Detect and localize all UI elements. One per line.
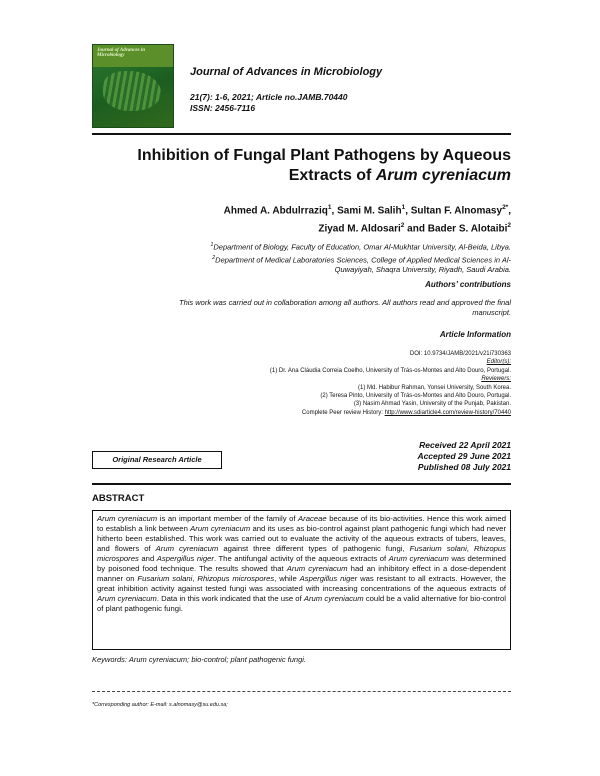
abstract-italic-term: Fusarium solani [137,574,193,583]
abstract-italic-term: Arum cyreniacum [97,594,157,603]
abstract-segment: . The antifungal activity of the aqueous extracts of [213,554,389,563]
abstract-heading: ABSTRACT [92,493,145,504]
abstract-italic-term: Arum cyreniacum [286,564,348,573]
abstract-italic-term: Arum cyreniacum [190,524,251,533]
issue-info: 21(7): 1-6, 2021; Article no.JAMB.70440 [190,92,348,102]
editor-1: (1) Dr. Ana Cláudia Correia Coelho, University of Trás-os-Montes and Alto Douro, Portugal. [269,367,511,374]
abstract-italic-term: Aspergillus niger [156,554,214,563]
abstract-italic-term: Fusarium solani [409,544,467,553]
abstract-italic-term: Arum cyreniacum [155,544,219,553]
footnote-divider [92,691,511,692]
review-history: Complete Peer review History: http://www.sdiarticle4.com/review-history/70440 [301,409,511,416]
corresponding-author-note: *Corresponding author: E-mail: s.alnomasy@su.edu.sa; [92,702,228,708]
abstract-italic-term: Rhizopus microspores [197,574,275,583]
affiliations [91,240,511,275]
abstract-segment: and [138,554,157,563]
review-history-link[interactable]: http://www.sdiarticle4.com/review-history/70440 [384,409,511,416]
author-line-1: Ahmed A. Abdulrraziq$^1$, Sami M. Salih$^1$, Sultan F. Alnomasy$^{2*}$, [223,204,511,217]
abstract-segment: and its uses as bio-control against plant pathogenic fungi which had never hitherto been established. This work was carried out to evaluate the activity of the aqueous extracts of tubers, leaves, and flowers of [97,524,506,553]
journal-cover-image [92,44,174,128]
abstract-segment: . Data in this work indicated that the use of [156,594,304,603]
abstract-segment: , while [274,574,300,583]
abstract-italic-term: Araceae [298,514,327,523]
abstract-segment: because of its bio-activities. Hence this work aimed to establish a link between [97,514,506,533]
abstract-italic-term: Arum cyreniacum [97,514,158,523]
reviewer-2: (2) Teresa Pinto, University of Trás-os-Montes and Alto Douro, Portugal. [320,393,511,400]
issn: ISSN: 2456-7116 [190,103,256,113]
abstract-segment: could be a valid alternative for bio-control of plant pathogenic fungi. [97,594,506,613]
abstract-italic-term: Arum cyreniacum [388,554,449,563]
abstract-italic-term: Rhizopus microspores [97,544,506,563]
abstract-segment: , [192,574,198,583]
affiliation-2-cont: Quwayiyah, Shaqra University, Riyadh, Saudi Arabia. [334,265,511,274]
paper-title [91,146,511,186]
abstract-segment: was determined by poisoned food technique. The results showed that [97,554,506,573]
affiliation-1: $^1$Department of Biology, Faculty of Education, Omar Al-Mukhtar University, Al-Beida, Libya. [210,242,511,252]
abstract-italic-term: Arum cyreniacum [303,594,364,603]
reviewer-3: (3) Nasim Ahmad Yasin, University of the Punjab, Pakistan. [353,401,511,408]
accepted-date: Accepted 29 June 2021 [417,451,511,461]
header-divider [92,133,511,135]
author-line-2: Ziyad M. Aldosari$^2$ and Bader S. Alotaibi$^2$ [318,222,511,235]
cover-leaf-graphic [103,71,161,111]
reviewers-label: Reviewers: [481,376,511,383]
publication-dates [311,440,511,473]
abstract-text [92,510,511,650]
journal-name: Journal of Advances in Microbiology [190,66,383,78]
author-list [91,200,511,237]
abstract-italic-term: Aspergillus niger [299,574,358,583]
abstract-divider [92,483,511,485]
contributions-heading: Authors’ contributions [425,280,511,289]
abstract-segment: against three different types of pathogenic fungi, [218,544,410,553]
title-line-2: Extracts of Arum cyreniacum [288,167,511,184]
title-species: Arum cyreniacum [375,167,511,184]
article-type-badge: Original Research Article [92,451,222,469]
published-date: Published 08 July 2021 [417,462,511,472]
abstract-segment: is an important member of the family of [157,514,299,523]
editors-label: Editor(s): [486,359,511,366]
cover-title: Journal of Advances in Microbiology [97,48,146,58]
abstract-segment: was resistant to all extracts. However, the great inhibition activity against tested fungi was associated with increasing concentrations of the aqueous extracts of [97,574,506,593]
title-line-1: Inhibition of Fungal Plant Pathogens by Aqueous [137,147,511,164]
article-info-block [81,350,511,417]
received-date: Received 22 April 2021 [419,440,511,450]
affiliation-2: $^2$Department of Medical Laboratories Sciences, College of Applied Medical Sciences in Al- [212,254,511,264]
doi: DOI: 10.9734/JAMB/2021/v21i730363 [409,351,511,357]
keywords: Keywords: Arum cyreniacum; bio-control; plant pathogenic fungi. [92,655,306,664]
abstract-segment: , [466,544,474,553]
contributions-text: This work was carried out in collaboration among all authors. All authors read and approved the final manuscript. [179,298,511,317]
abstract-segment: had an inhibitory effect in a dose-dependent manner on [97,564,507,583]
article-info-heading: Article Information [439,330,511,339]
reviewer-1: (1) Md. Habibur Rahman, Yonsei University, South Korea. [358,384,511,391]
